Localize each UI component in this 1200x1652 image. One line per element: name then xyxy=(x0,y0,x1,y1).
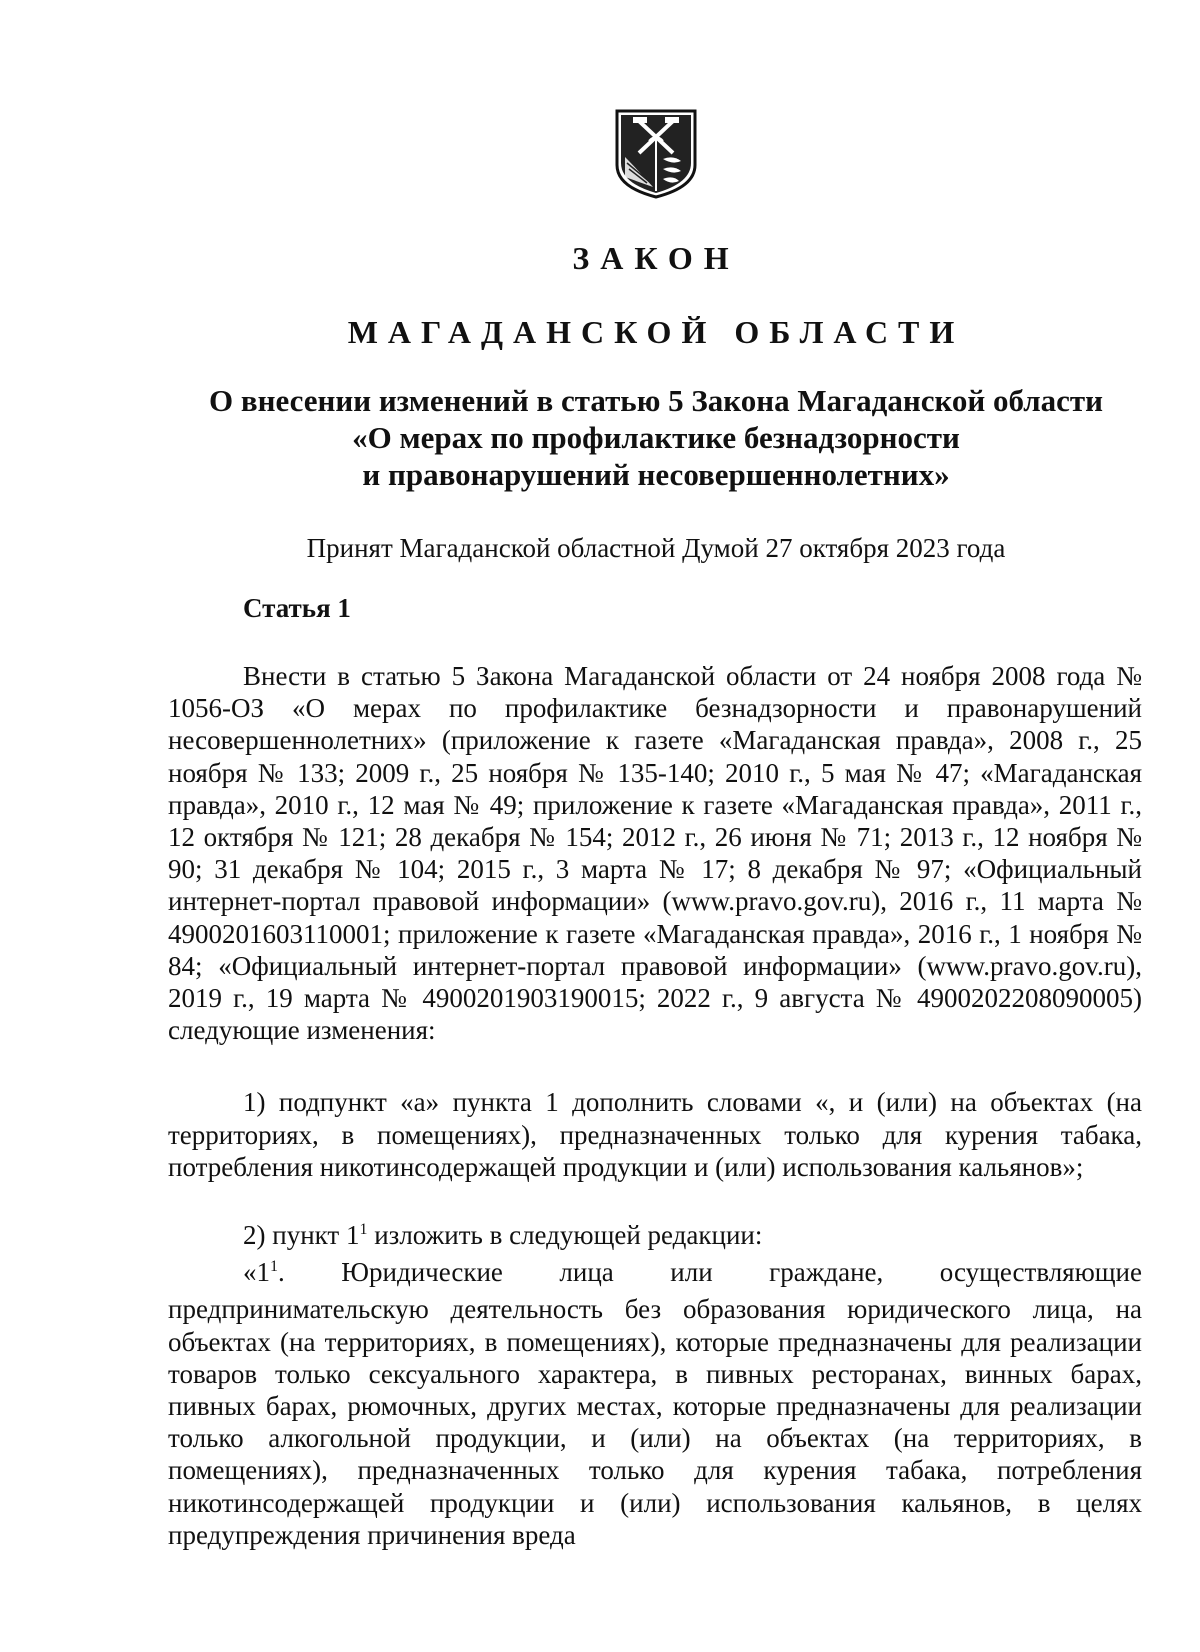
law-title: ЗАКОН xyxy=(572,240,740,276)
quote-text-body: . Юридические лица или граждане, осуществляющие предпринимательскую деятельность без образования юридического лица, на объектах (на территориях, в помещениях), которые предназначены для реализации товаров только сексуального характера, в пивных ресторанах, винных барах, пивных барах, рюмочных, других местах, которые предназначены для реализации только алкогольной продукции, и (или) на объектах (на территориях, в помещениях), предназначенных только для курения табака, потребления никотинсодержащей продукции и (или) использования кальянов, в целях предупреждения причинения вреда xyxy=(168,1257,1142,1550)
magadan-coat-of-arms-emblem xyxy=(613,107,699,199)
amendment-item-1: 1) подпункт «а» пункта 1 дополнить словами «, и (или) на объектах (на территориях, в помещениях), предназначенных только для курения табака, потребления никотинсодержащей продукции и (или) использования кальянов»; xyxy=(168,1087,1142,1182)
quote-superscript: 1 xyxy=(270,1258,278,1276)
item2-superscript: 1 xyxy=(359,1221,368,1239)
law-heading xyxy=(170,382,1142,493)
item2-text-start: 2) пункт 1 xyxy=(243,1220,360,1251)
quote-text-start: «1 xyxy=(243,1257,270,1288)
item2-text-end: изложить в следующей редакции: xyxy=(367,1220,763,1251)
article-title: Статья 1 xyxy=(243,593,351,623)
adoption-note: Принят Магаданской областной Думой 27 октября 2023 года xyxy=(306,533,1006,563)
article-body xyxy=(168,660,1142,1551)
heading-line: и правонарушений несовершеннолетних» xyxy=(362,457,950,492)
intro-paragraph: Внести в статью 5 Закона Магаданской области от 24 ноября 2008 года № 1056-ОЗ «О мерах по профилактике безнадзорности и правонарушений несовершеннолетних» (приложение к газете «Магаданская правда», 2008 г., 25 ноября № 133; 2009 г., 25 ноября № 135-140; 2010 г., 5 мая № 47; «Магаданская правда», 2010 г., 12 мая № 49; приложение к газете «Магаданская правда», 2011 г., 12 октября № 121; 28 декабря № 154; 2012 г., 26 июня № 71; 2013 г., 12 ноября № 90; 31 декабря № 104; 2015 г., 3 марта № 17; 8 декабря № 97; «Официальный интернет-портал правовой информации» (www.pravo.gov.ru), 2016 г., 11 марта № 4900201603110001; приложение к газете «Магаданская правда», 2016 г., 1 ноября № 84; «Официальный интернет-портал правовой информации» (www.pravo.gov.ru), 2019 г., 19 марта № 4900201903190015; 2022 г., 9 августа № 4900202208090005) следующие изменения: xyxy=(168,661,1142,1046)
quoted-new-text xyxy=(168,1256,1142,1551)
amendment-item-2 xyxy=(168,1219,1142,1256)
heading-line: «О мерах по профилактике безнадзорности xyxy=(352,420,960,455)
region-title: МАГАДАНСКОЙ ОБЛАСТИ xyxy=(347,314,965,350)
heading-line: О внесении изменений в статью 5 Закона Магаданской области xyxy=(208,383,1103,418)
